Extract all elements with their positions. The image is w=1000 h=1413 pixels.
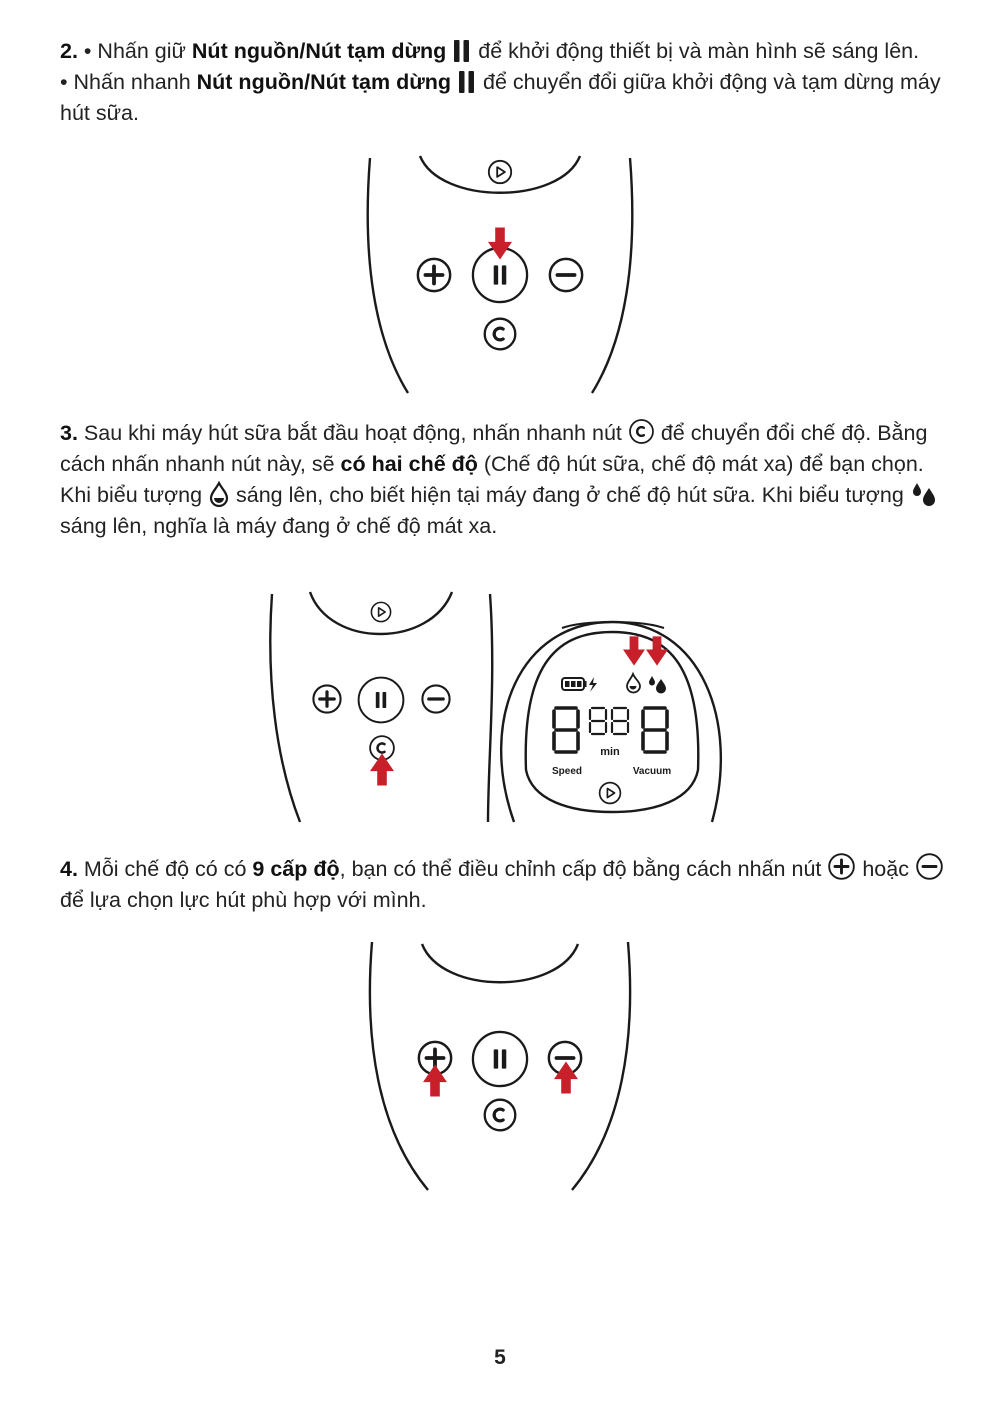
mode-icon [628,418,655,445]
play-icon[interactable] [371,602,390,621]
device-outline-right [572,942,630,1190]
red-arrow-up [554,1062,578,1094]
power-pause-button[interactable] [473,1032,527,1086]
plus-icon [827,852,856,881]
step-4-text: 4. Mỗi chế độ có có 9 cấp độ, bạn có thể điều chỉnh cấp độ bằng cách nhấn nút hoặc để lựa chọn lực hút phù hợp với mình. [60,852,960,916]
minus-button[interactable] [550,259,582,291]
mode-button[interactable] [485,1100,516,1131]
pause-icon [457,70,477,94]
device-outline-left [370,942,428,1190]
step-2-text: 2. • Nhấn giữ Nút nguồn/Nút tạm dừng để khởi động thiết bị và màn hình sẽ sáng lên. • Nhấn nhanh Nút nguồn/Nút tạm dừng để chuyển đổi giữa khởi động và tạm dừng máy hút sữa. [60,39,941,125]
pause-icon [452,39,472,63]
display-window-edge [310,592,452,634]
plus-button[interactable] [418,259,450,291]
red-arrow-up [370,754,394,786]
double-drop-icon [910,481,938,507]
page-number: 5 [494,1346,506,1369]
vacuum-label: Vacuum [632,766,672,777]
figure-mode-switch [262,588,742,828]
speed-label: Speed [551,766,583,777]
minus-icon [915,852,944,881]
figure-level-adjust [360,936,640,1196]
play-icon[interactable] [489,161,511,183]
device-outline-left [270,594,300,822]
plus-button[interactable] [313,685,340,712]
mode-button[interactable] [485,319,516,350]
device-outline-left [368,158,408,393]
figure-power-button [360,152,640,397]
min-label: min [600,746,620,758]
red-arrow-up [423,1065,447,1097]
display-window-edge [422,944,578,982]
device-outline-right [488,594,492,822]
power-pause-button[interactable] [359,678,404,723]
device-outline-right [592,158,632,393]
step-3-text: 3. Sau khi máy hút sữa bắt đầu hoạt động, nhấn nhanh nút để chuyển đổi chế độ. Bằng cách nhấn nhanh nút này, sẽ có hai chế độ (Chế độ hút sữa, chế độ mát xa) để bạn chọn. Khi biểu tượng sáng lên, cho biết hiện tại máy đang ở chế độ hút sữa. Khi biểu tượng sáng lên, nghĩa là máy đang ở chế độ mát xa. [60,418,960,542]
drop-icon [208,481,230,507]
minus-button[interactable] [422,685,449,712]
